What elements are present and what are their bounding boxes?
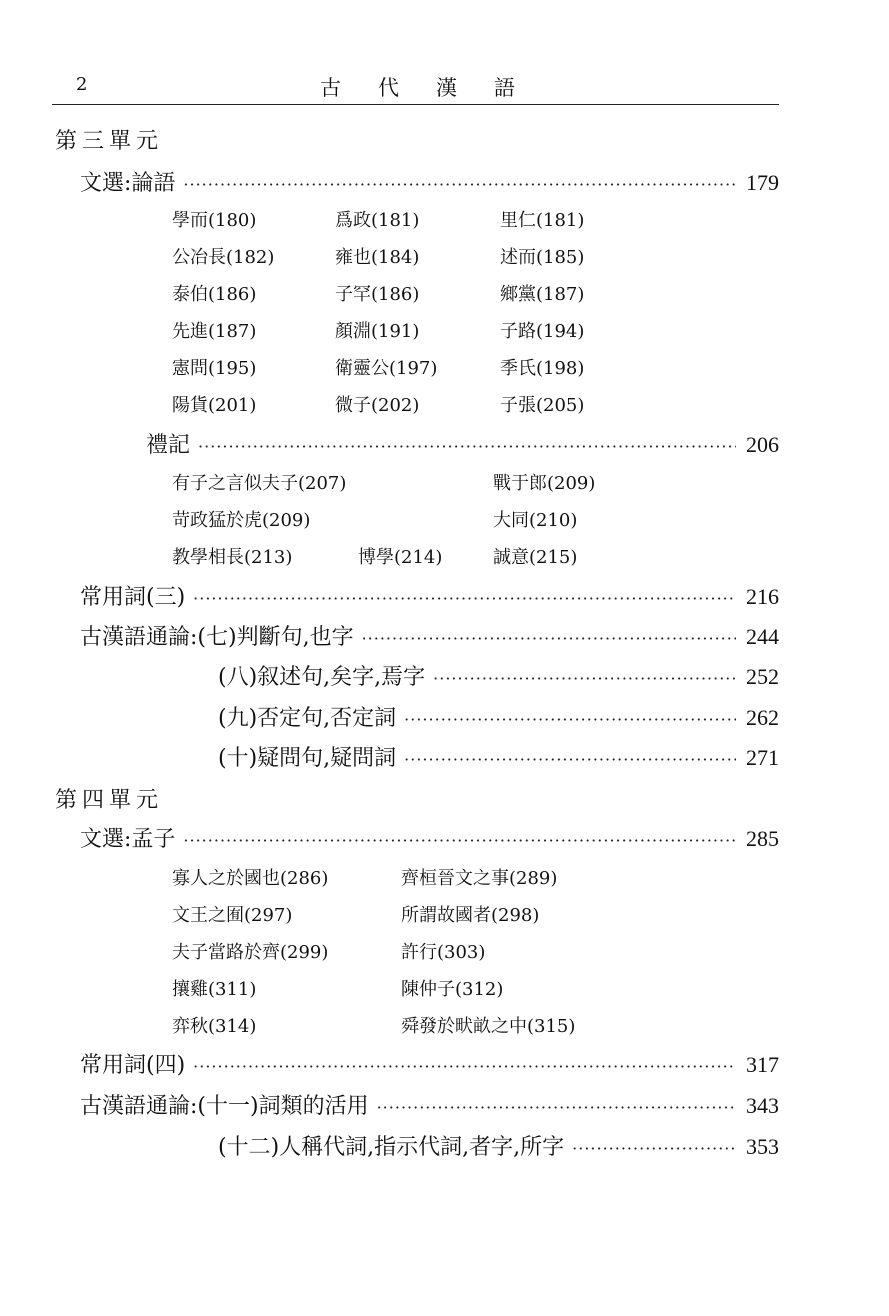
entry-title: (八)叙述句,矣字,焉字 — [218, 665, 426, 690]
entry-title: 常用詞(四) — [80, 1053, 186, 1078]
entry-title: 古漢語通論:(十一)詞類的活用 — [80, 1094, 369, 1119]
toc-entry-tonglun-10 — [218, 741, 779, 772]
dot-leader — [193, 1057, 736, 1076]
entry-page: 262 — [746, 705, 779, 730]
sub-entry: 憲問(195) — [172, 358, 257, 379]
sub-entry: 弈秋(314) — [172, 1016, 257, 1037]
dot-leader — [404, 710, 736, 729]
sub-entry: 學而(180) — [172, 210, 257, 231]
toc-entry-tonglun-11 — [80, 1089, 779, 1120]
sub-entry: 季氏(198) — [500, 358, 585, 379]
sub-entry: 泰伯(186) — [172, 284, 257, 305]
sub-entry: 公冶長(182) — [172, 247, 275, 268]
sub-entry: 所謂故國者(298) — [401, 905, 540, 926]
toc-entry-mengzi — [80, 822, 779, 853]
entry-page: 271 — [746, 745, 779, 770]
toc-entry-lunyu — [80, 166, 779, 197]
toc-entry-tonglun-9 — [218, 701, 779, 732]
entry-page: 285 — [746, 826, 779, 851]
sub-entry: 子張(205) — [500, 395, 585, 416]
sub-entry: 攘雞(311) — [172, 979, 257, 1000]
entry-page: 353 — [746, 1134, 779, 1159]
entry-title: 禮記 — [146, 433, 191, 458]
entry-page: 252 — [746, 664, 779, 689]
dot-leader — [377, 1098, 736, 1117]
sub-entry: 許行(303) — [401, 942, 486, 963]
sub-entry: 誠意(215) — [493, 547, 578, 568]
sub-entry: 博學(214) — [358, 547, 443, 568]
sub-entry: 先進(187) — [172, 321, 257, 342]
sub-entry: 齊桓晉文之事(289) — [401, 868, 558, 889]
sub-entry: 夫子當路於齊(299) — [172, 942, 329, 963]
sub-entry: 里仁(181) — [500, 210, 585, 231]
sub-entry: 有子之言似夫子(207) — [172, 473, 347, 494]
entry-page: 206 — [746, 432, 779, 457]
entry-page: 179 — [746, 170, 779, 195]
sub-entry: 子路(194) — [500, 321, 585, 342]
sub-entry: 述而(185) — [500, 247, 585, 268]
entry-page: 317 — [746, 1052, 779, 1077]
sub-entry: 陽貨(201) — [172, 395, 257, 416]
toc-entry-liji — [146, 428, 779, 459]
sub-entry: 大同(210) — [493, 510, 578, 531]
sub-entry: 顏淵(191) — [335, 321, 420, 342]
toc-entry-tonglun-8 — [218, 660, 779, 691]
dot-leader — [572, 1139, 736, 1158]
sub-entry: 爲政(181) — [335, 210, 420, 231]
entry-title: 古漢語通論:(七)判斷句,也字 — [80, 625, 354, 650]
entry-page: 216 — [746, 584, 779, 609]
entry-title: (十二)人稱代詞,指示代詞,者字,所字 — [218, 1135, 565, 1160]
sub-entry: 戰于郎(209) — [493, 473, 596, 494]
entry-title: (十)疑問句,疑問詞 — [218, 746, 397, 771]
entry-page: 244 — [746, 624, 779, 649]
entry-title: (九)否定句,否定詞 — [218, 706, 397, 731]
toc-entry-tonglun-12 — [218, 1130, 779, 1161]
dot-leader — [404, 750, 736, 769]
toc-entry-changyong-3 — [80, 580, 779, 611]
sub-entry: 衛靈公(197) — [335, 358, 438, 379]
sub-entry: 鄉黨(187) — [500, 284, 585, 305]
sub-entry: 子罕(186) — [335, 284, 420, 305]
dot-leader — [362, 629, 736, 648]
dot-leader — [193, 589, 736, 608]
sub-entry: 寡人之於國也(286) — [172, 868, 329, 889]
entry-title: 文選:孟子 — [80, 827, 176, 852]
sub-entry: 苛政猛於虎(209) — [172, 510, 311, 531]
unit-4-title: 第四單元 — [55, 788, 164, 813]
sub-entry: 文王之囿(297) — [172, 905, 293, 926]
dot-leader — [183, 175, 736, 194]
toc-entry-tonglun-7 — [80, 620, 779, 651]
header-rule — [52, 104, 779, 105]
sub-entry: 教學相長(213) — [172, 547, 293, 568]
dot-leader — [183, 831, 736, 850]
entry-title: 文選:論語 — [80, 171, 176, 196]
dot-leader — [433, 669, 736, 688]
sub-entry: 微子(202) — [335, 395, 420, 416]
unit-3-title: 第三單元 — [55, 129, 164, 154]
sub-entry: 陳仲子(312) — [401, 979, 504, 1000]
toc-entry-changyong-4 — [80, 1048, 779, 1079]
entry-title: 常用詞(三) — [80, 585, 186, 610]
sub-entry: 雍也(184) — [335, 247, 420, 268]
running-title: 古代漢語 — [320, 76, 552, 100]
page-number: 2 — [76, 74, 88, 95]
dot-leader — [198, 437, 736, 456]
sub-entry: 舜發於畎畝之中(315) — [401, 1016, 576, 1037]
entry-page: 343 — [746, 1093, 779, 1118]
